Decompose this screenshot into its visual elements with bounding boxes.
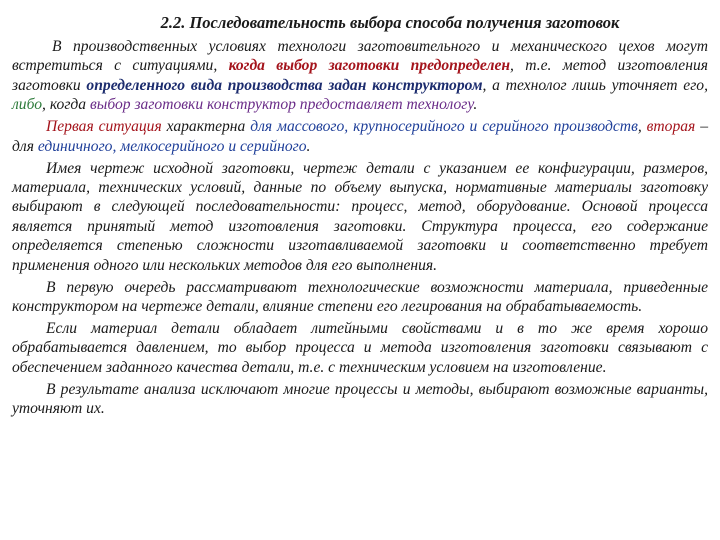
text-run: , [637,118,647,136]
slide-body [12,37,708,419]
text-run: . [306,137,311,155]
text-run: В первую очередь рассматривают технологические возможности материала, приведенные конструктором на чертеже детали, влияние степени его легирования на обрабатываемость. [12,278,708,316]
text-run: Если материал детали обладает литейными свойствами и в то же время хорошо обрабатывается давлением, то выбор процесса и метода изготовления заготовки связывают с обеспечением заданного качества детали, т.е. с техническим условием на изготовление. [12,320,708,376]
text-run: В производственных условиях технологи заготовительного и механического цехов могут встретиться с ситуациями, [12,38,708,75]
text-run: когда выбор заготовки предопределен [228,57,511,75]
paragraph-4 [12,278,708,317]
text-run: определенного вида производства задан конструктором [86,76,483,94]
paragraph-1 [12,37,708,115]
text-run: единичного, мелкосерийного и серийного [37,137,307,155]
text-run: для массового, крупносерийного и серийного производств [250,118,638,136]
slide-title: 2.2. Последовательность выбора способа получения заготовок [160,13,620,32]
text-run: характерна [161,118,251,136]
text-run: либо [12,96,43,114]
paragraph-5 [12,319,708,377]
paragraph-6 [12,380,708,419]
text-run: выбор заготовки конструктор предоставляет технологу [90,96,474,114]
paragraph-2 [12,117,708,156]
text-run: Первая ситуация [46,118,162,136]
text-run: , т.е. метод изготовления заготовки [12,57,708,94]
paragraph-3 [12,159,708,275]
text-run: Имея чертеж исходной заготовки, чертеж детали с указанием ее конфигурации, размеров, материала, технических условий, данные по объему выпуска, нормативные материалы заготовку выбирают в следующей последовательности: процесс, метод, оборудование. Основой процесса является принятый метод изготовления заготовки. Структура процесса, его содержание определяется степенью сложности изготавливаемой заготовки и соответственно требует применения одного или нескольких методов для его выполнения. [12,159,708,274]
text-run: , когда [42,96,90,114]
text-run: – для [12,118,708,155]
text-run: . [473,96,478,114]
text-run: вторая [646,118,696,136]
text-run: , а технолог лишь уточняет его, [482,76,708,94]
text-run: В результате анализа исключают многие процессы и методы, выбирают возможные варианты, уточняют их. [12,380,708,418]
